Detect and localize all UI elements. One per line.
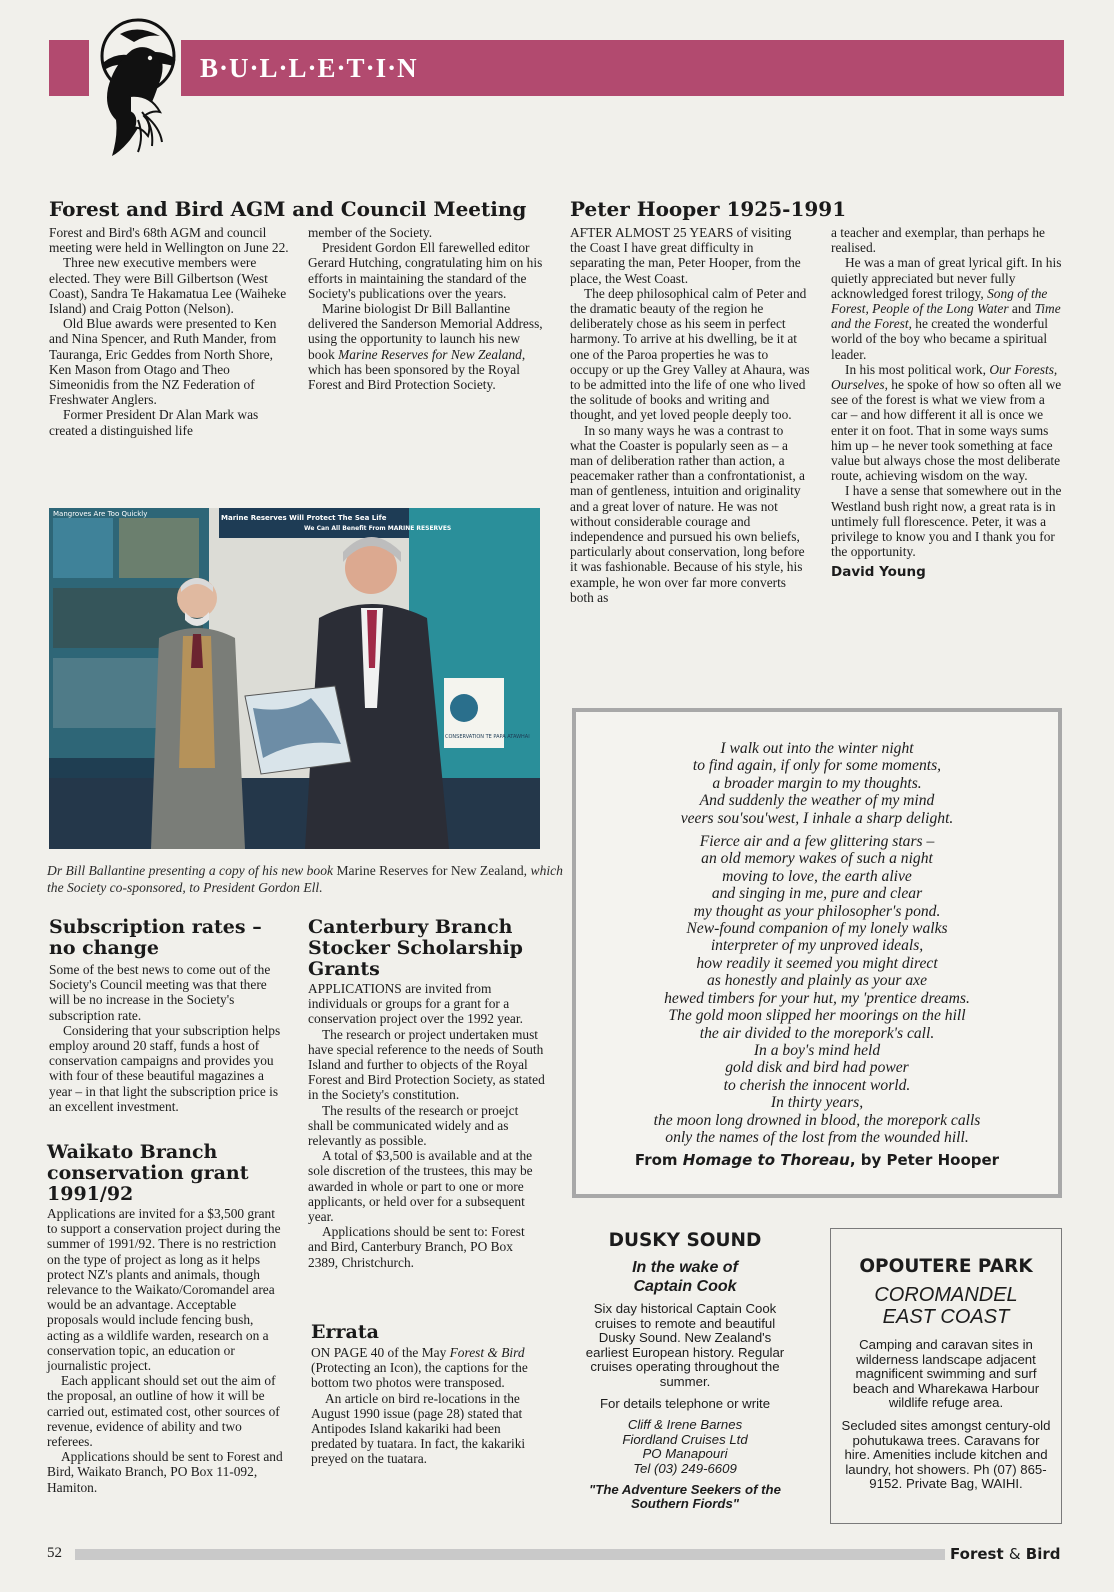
poem-line: my thought as your philosopher's pond.	[693, 902, 941, 920]
poem-line: and singing in me, pure and clear	[711, 885, 923, 903]
canterbury-paragraph: APPLICATIONS are invited from individuals or groups for a grant for a conservation project over the 1992 year.	[308, 981, 523, 1027]
canterbury-paragraph: Applications should be sent to: Forest and Bird, Canterbury Branch, PO Box 2389, Christchurch.	[308, 1224, 525, 1270]
dusky-description: Six day historical Captain Cook cruises to remote and beautiful Dusky Sound. New Zealand's earliest European history. Regular cruises operating throughout the summer.	[585, 1301, 785, 1389]
canterbury-paragraph: The results of the research or proejct shall be communicated widely and as relevantly as possible.	[308, 1102, 519, 1149]
hooper-paragraph: In his most political work, Our Forests, Ourselves, he spoke of how so often all we see of the forest is what we view from a car – and how different it all is once we enter it on foot. That in some ways sums him up – he never took something at face value but always chose the most deliberate route, achieving wisdom on the way.	[831, 361, 1062, 484]
poem-line: the air divided to the morepork's call.	[699, 1024, 935, 1042]
poem-line: Fierce air and a few glittering stars –	[699, 833, 935, 851]
agm-paragraph: President Gordon Ell farewelled editor Gerard Hutching, congratulating him on his efforts in maintaining the standard of the Society's publications over the years.	[308, 240, 543, 301]
poem	[580, 740, 1054, 1152]
agm-heading: Forest and Bird AGM and Council Meeting	[49, 197, 527, 221]
agm-paragraph: Old Blue awards were presented to Ken and Nina Spencer, and Ruth Mander, from Tauranga, Eric Geddes from North Shore, Ken Mason from Otago and Theo Simeonidis from the NZ Federation of Freshwater Anglers.	[49, 316, 277, 408]
subscription-text	[49, 962, 284, 1114]
book-title: Marine Reserves for New Zealand	[338, 346, 522, 362]
poem-line: The gold moon slipped her moorings on the hill	[668, 1007, 966, 1025]
dusky-title: DUSKY SOUND	[608, 1230, 762, 1251]
poem-line: how readily it seemed you might direct	[696, 954, 938, 972]
photo-illustration	[49, 508, 540, 849]
errata-text	[311, 1345, 549, 1467]
poem-line: veers sou'sou'west, I inhale a sharp delight.	[680, 809, 954, 827]
poem-line: New-found companion of my lonely walks	[686, 920, 948, 938]
poem-line: only the names of the lost from the wounded hill.	[665, 1128, 969, 1146]
dusky-contact-line: PO Manapouri	[642, 1446, 728, 1462]
opoutere-park-ad	[838, 1256, 1054, 1492]
photo-caption: Dr Bill Ballantine presenting a copy of his new book Marine Reserves for New Zealand, which the Society co-sponsored, to President Gordon Ell.	[47, 863, 563, 895]
photo-sign-text: Marine Reserves Will Protect The Sea Life	[221, 514, 387, 522]
subscription-paragraph: Some of the best news to come out of the Society's Council meeting was that there will be no increase in the Society's subscription rate.	[49, 962, 271, 1023]
hooper-paragraph: I have a sense that somewhere out in the Westland bush right now, a great rata is in untimely full florescence. Peter, it was a privilege to know you and I thank you for the opportunity.	[831, 483, 1062, 560]
dusky-sound-ad	[576, 1230, 794, 1512]
dusky-slogan: "The Adventure Seekers of the Southern Fiords"	[589, 1481, 781, 1512]
poem-line: an old memory wakes of such a night	[701, 850, 933, 868]
poem-line: I walk out into the winter night	[720, 740, 914, 757]
agm-paragraph: member of the Society.	[308, 225, 433, 240]
canterbury-paragraph: The research or project undertaken must have special reference to the needs of South Island and further to objects of the Royal Forest and Bird Protection Society, as stated in the Society's constitution.	[308, 1026, 545, 1103]
dusky-subtitle: In the wake of Captain Cook	[632, 1259, 738, 1295]
dusky-contact-line: Fiordland Cruises Ltd	[622, 1431, 748, 1447]
waikato-paragraph: Each applicant should set out the aim of the proposal, an outline of how it will be carried out, estimated cost, other sources of revenue, evidence of ability and two referees.	[47, 1373, 280, 1450]
errata-heading: Errata	[311, 1321, 379, 1343]
bird-logo-icon	[90, 16, 182, 162]
photo-sign-text: We Can All Benefit From MARINE RESERVES	[304, 525, 452, 532]
agm-paragraph: Three new executive members were elected. They were Bill Gilbertson (West Coast), Sandra Te Hakamatua Lee (Waiheke Island) and Craig Potton (Nelson).	[49, 255, 287, 317]
poem-line: In a boy's mind held	[753, 1041, 881, 1059]
errata-paragraph: An article on bird re-locations in the August 1990 issue (page 28) stated that Antipodes Island kakariki had been predated by tuatara. In fact, the kakariki preyed on the tuatara.	[311, 1390, 526, 1467]
photo-sign-text: Mangroves Are Too Quickly	[53, 510, 148, 518]
poem-line: hewed timbers for your hut, my 'prentice dreams.	[664, 989, 970, 1007]
hooper-column-2	[831, 225, 1064, 581]
poem-line: as honestly and plainly as your axe	[706, 972, 927, 990]
hooper-column-1	[570, 225, 810, 605]
waikato-paragraph: Applications should be sent to Forest and Bird, Waikato Branch, PO Box 11-092, Hamiton.	[47, 1449, 283, 1495]
dusky-contact-line: Tel (03) 249-6609	[633, 1460, 737, 1476]
agm-paragraph: Marine biologist Dr Bill Ballantine delivered the Sanderson Memorial Address, using the opportunity to launch his new book Marine Reserves for New Zealand, which has been sponsored by the Royal Forest and Bird Protection Society.	[308, 301, 543, 393]
poem-line: In thirty years,	[770, 1094, 864, 1112]
poem-line: to cherish the innocent world.	[723, 1076, 911, 1094]
canterbury-heading: Canterbury Branch Stocker Scholarship Grants	[308, 916, 523, 980]
footer-bar	[75, 1549, 945, 1560]
subscription-paragraph: Considering that your subscription helps employ around 20 staff, funds a host of conservation campaigns and provides you with four of these beautiful magazines a year – in that light the subscription price is an excellent investment.	[49, 1022, 281, 1114]
poem-line: And suddenly the weather of my mind	[699, 792, 935, 810]
agm-paragraph: Forest and Bird's 68th AGM and council meeting were held in Wellington on June 22.	[49, 225, 289, 256]
waikato-heading: Waikato Branch conservation grant 1991/92	[47, 1141, 249, 1205]
hooper-paragraph: AFTER ALMOST 25 YEARS of visiting the Coast I have great difficulty in separating the man, Peter Hooper, from the place, the West Coast.	[570, 225, 801, 286]
photo-poster-text: CONSERVATION TE PAPA ATAWHAI	[445, 734, 530, 740]
poem-stanza	[580, 833, 1054, 1146]
opoutere-amenities: Secluded sites amongst century-old pohutukawa trees. Caravans for hire. Amenities include kitchen and laundry, hot showers. Ph (07) 865-9152. Private Bag, WAIHI.	[841, 1417, 1051, 1492]
ballantine-photo	[49, 508, 540, 849]
hooper-paragraph: In so many ways he was a contrast to what the Coaster is popularly seen as – a man of deliberation rather than action, a peacemaker rather than a confrontationist, a man of gentleness, intuition and originality and a great lover of nature. He was not without considerable courage and independence and pursued his own beliefs, particularly about conservation, long before it was fashionable. Because of his style, his example, he won over far more converts both as	[570, 422, 805, 605]
errata-paragraph: ON PAGE 40 of the May Forest & Bird (Protecting an Icon), the captions for the bottom two photos were transposed.	[311, 1345, 528, 1391]
author-signature: David Young	[831, 564, 926, 581]
dusky-contact	[576, 1418, 794, 1476]
opoutere-title: OPOUTERE PARK	[859, 1256, 1033, 1277]
hooper-paragraph: He was a man of great lyrical gift. In his quietly appreciated but never fully acknowledged forest trilogy, Song of the Forest, People of the Long Water and Time and the Forest, he created the wonderful world of the boy who became a spiritual leader.	[831, 255, 1062, 362]
poem-line: to find again, if only for some moments,	[692, 757, 942, 775]
waikato-paragraph: Applications are invited for a $3,500 grant to support a conservation project during the summer of 1991/92. There is no restriction on the type of project as long as it helps protect NZ's plants and animals, though relevance to the Waikato/Coromandel area would be an advantage. Acceptable proposals would include fencing bush, acting as a wildlife warden, research on a conservation topic, an education or journalistic project.	[47, 1206, 281, 1374]
poem-line: moving to love, the earth alive	[722, 867, 912, 885]
poem-line: the moon long drowned in blood, the morepork calls	[653, 1111, 981, 1129]
agm-column-1	[49, 225, 289, 438]
poem-stanza	[580, 740, 1054, 827]
hooper-heading: Peter Hooper 1925-1991	[570, 197, 847, 221]
poem-line: interpreter of my unproved ideals,	[710, 937, 924, 955]
header-band-left	[49, 40, 89, 96]
hooper-paragraph: a teacher and exemplar, than perhaps he realised.	[831, 225, 1045, 256]
hooper-paragraph: The deep philosophical calm of Peter and the dramatic beauty of the region he deliberately chose as his seem in perfect harmony. To arrive at his dwelling, be it at one of the Paroa properties he was to occupy or up the Grey Valley at Ahaura, was to be admitted into the life of one who lived the solitude of books and writing and thought, and yet loved people deeply too.	[570, 285, 810, 423]
subscription-heading: Subscription rates – no change	[49, 916, 262, 959]
canterbury-text	[308, 981, 546, 1270]
opoutere-subtitle: COROMANDEL EAST COAST	[874, 1284, 1018, 1328]
poem-line: gold disk and bird had power	[725, 1059, 909, 1077]
dusky-details: For details telephone or write	[599, 1395, 771, 1411]
dusky-contact-line: Cliff & Irene Barnes	[627, 1417, 743, 1433]
poem-source: From Homage to Thoreau, by Peter Hooper	[634, 1151, 1000, 1169]
canterbury-paragraph: A total of $3,500 is available and at the sole discretion of the trustees, this may be awarded in whole or part to one or more applicants, or held over for a subsequent year.	[308, 1148, 533, 1225]
agm-paragraph: Former President Dr Alan Mark was created a distinguished life	[49, 407, 259, 438]
page-number: 52	[47, 1545, 62, 1561]
bulletin-title: B·U·L·L·E·T·I·N	[200, 53, 418, 83]
magazine-name: Forest & Bird	[950, 1545, 1061, 1563]
agm-column-2	[308, 225, 548, 392]
opoutere-description: Camping and caravan sites in wilderness landscape adjacent magnificent swimming and surf beach and Wharekawa Harbour wildlife refuge area.	[852, 1337, 1040, 1411]
poem-line: a broader margin to my thoughts.	[712, 774, 922, 792]
waikato-text	[47, 1206, 284, 1495]
